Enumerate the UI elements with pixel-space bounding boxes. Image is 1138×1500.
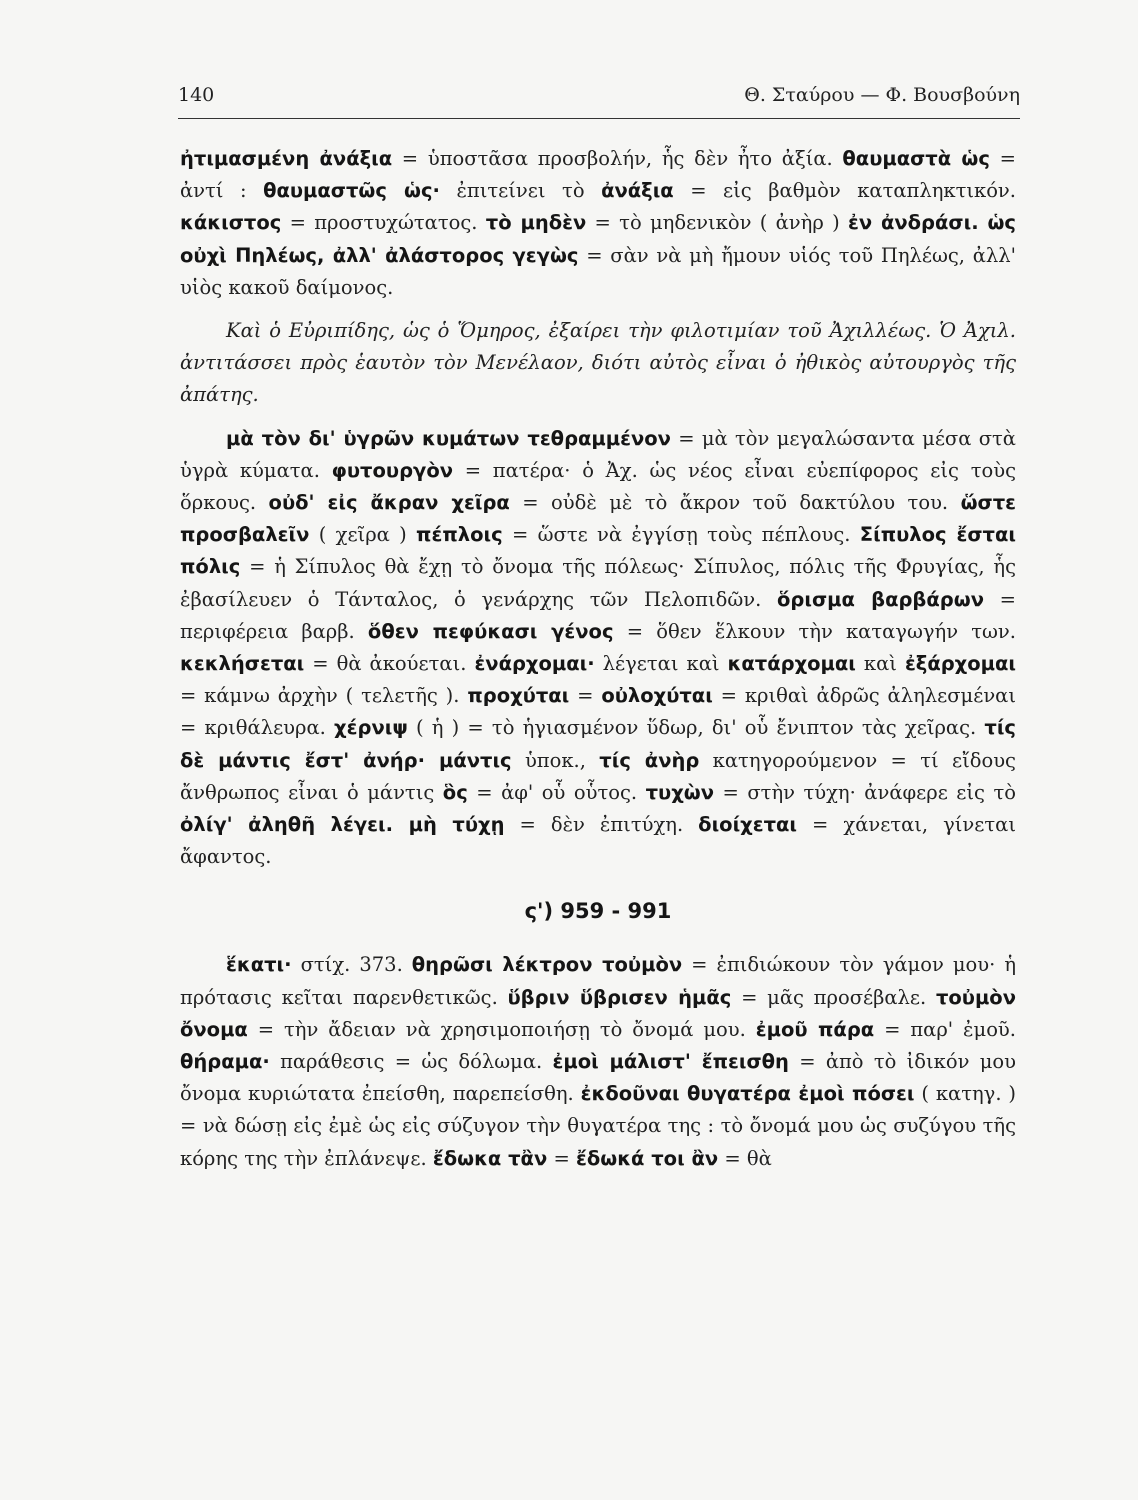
- gloss-text: Καὶ ὁ Εὐριπίδης, ὡς ὁ Ὅμηρος, ἐξαίρει τὴν φιλοτιμίαν τοῦ Ἀχιλλέως. Ὁ Ἀχιλ. ἀντιτάσσει πρὸς ἑαυτὸν τὸν Μενέλαον, διότι αὐτὸς εἶναι ὁ ἠθικὸς αὐτουργὸς τῆς ἀπάτης.: [180, 319, 1016, 407]
- commentary-block-after: [180, 949, 1016, 1174]
- lemma-term: κεκλήσεται: [180, 652, 305, 676]
- gloss-text: = δὲν ἐπιτύχη.: [504, 813, 699, 837]
- lemma-term: ἔδωκά τοι ἂν: [576, 1146, 719, 1170]
- lemma-term: τίς ἀνὴρ: [599, 748, 700, 772]
- gloss-text: ( χεῖρα ): [309, 523, 417, 547]
- lemma-term: ὃς: [442, 780, 468, 804]
- gloss-text: κατηγορούμενον = τί εἴδους ἄνθρωπος εἶναι ὁ μάντις: [180, 748, 1016, 804]
- lemma-term: θαυμαστὰ ὡς: [842, 147, 990, 170]
- gloss-text: = ὅθεν ἕλκουν τὴν καταγωγήν των.: [613, 619, 1016, 643]
- gloss-text: = ἐπιδιώκουν τὸν γάμον μου· ἡ πρότασις κεῖται παρενθετικῶς.: [180, 953, 1016, 1009]
- gloss-text: = ἡ Σίπυλος θὰ ἔχῃ τὸ ὄνομα τῆς πόλεως· Σίπυλος, πόλις τῆς Φρυγίας, ἧς ἐβασίλευεν ὁ Τάνταλος, ὁ γενάρχης τῶν Πελοπιδῶν.: [180, 555, 1016, 611]
- gloss-text: λέγεται καὶ: [594, 652, 728, 676]
- gloss-text: παράθεσις = ὡς δόλωμα.: [269, 1050, 553, 1074]
- lemma-term: ἠτιμασμένη ἀνάξια: [180, 147, 393, 170]
- lemma-term: τοὐμὸν ὄνομα: [180, 985, 1016, 1041]
- gloss-text: = εἰς βαθμὸν καταπληκτικόν.: [673, 179, 1016, 203]
- gloss-text: ( ἡ ) = τὸ ἡγιασμένον ὕδωρ, δι' οὗ ἔνιπτον τὰς χεῖρας.: [407, 716, 985, 740]
- lemma-term: προχύται: [467, 684, 570, 708]
- gloss-text: =: [547, 1146, 576, 1170]
- section-title: ς') 959 - 991: [524, 899, 672, 924]
- gloss-text: = οὐδὲ μὲ τὸ ἄκρον τοῦ δακτύλου του.: [509, 491, 961, 515]
- gloss-text: = ὑποστᾶσα προσβολήν, ἧς δὲν ἦτο ἀξία.: [392, 147, 843, 170]
- paragraph: [180, 949, 1016, 1174]
- gloss-text: = θὰ: [718, 1146, 772, 1170]
- lemma-term: θηρῶσι λέκτρον τοὐμὸν: [411, 953, 683, 977]
- gloss-text: = ὥστε νὰ ἐγγίσῃ τοὺς πέπλους.: [502, 523, 860, 547]
- gloss-text: = πατέρα· ὁ Ἀχ. ὡς νέος εἶναι εὐεπίφορος εἰς τοὺς ὅρκους.: [180, 458, 1017, 515]
- gloss-text: = προστυχώτατος.: [281, 211, 486, 235]
- lemma-term: ἐξάρχομαι: [904, 652, 1016, 676]
- lemma-term: τὸ μηδὲν: [485, 211, 587, 235]
- lemma-term: ἐνάρχομαι·: [474, 652, 595, 676]
- gloss-text: = κριθαὶ ἀδρῶς ἀληλεσμέναι = κριθάλευρα.: [180, 684, 1016, 740]
- paragraph: [180, 423, 1016, 874]
- gloss-text: = ἀφ' οὗ οὗτος.: [467, 780, 646, 804]
- paragraph: [180, 143, 1016, 304]
- lemma-term: κατάρχομαι: [727, 652, 856, 676]
- lemma-term: ἕκατι·: [226, 953, 292, 977]
- lemma-term: ἐν ἀνδράσι. ὡς οὐχὶ Πηλέως, ἀλλ' ἀλάστορος γεγὼς: [180, 211, 1016, 267]
- lemma-term: φυτουργὸν: [331, 458, 453, 482]
- lemma-term: οὐλοχύται: [601, 684, 713, 708]
- lemma-term: θήραμα·: [180, 1050, 270, 1074]
- gloss-text: ἐπιτείνει τὸ: [439, 179, 602, 203]
- gloss-text: ὑποκ.,: [511, 748, 600, 772]
- lemma-term: ἔδωκα τἂν: [432, 1146, 548, 1170]
- gloss-text: = μὰ τὸν μεγαλώσαντα μέσα στὰ ὑγρὰ κύματα.: [180, 426, 1016, 482]
- gloss-text: =: [569, 684, 602, 708]
- gloss-text: = τὸ μηδενικὸν ( ἀνὴρ ): [586, 211, 848, 235]
- lemma-term: μὰ τὸν δι' ὑγρῶν κυμάτων τεθραμμένον: [226, 426, 671, 450]
- lemma-term: πέπλοις: [416, 523, 503, 547]
- gloss-text: στίχ. 373.: [291, 953, 412, 977]
- lemma-term: χέρνιψ: [334, 716, 408, 740]
- gloss-text: = θὰ ἀκούεται.: [304, 652, 475, 676]
- page-header: [178, 84, 1020, 114]
- lemma-term: Σίπυλος ἔσται πόλις: [180, 523, 1016, 579]
- commentary-block-before: [180, 143, 1016, 873]
- gloss-text: = μᾶς προσέβαλε.: [731, 985, 936, 1009]
- gloss-text: = περιφέρεια βαρβ.: [180, 587, 1016, 643]
- page-number: 140: [178, 84, 215, 106]
- lemma-term: κάκιστος: [180, 211, 282, 235]
- gloss-text: = κάμνω ἀρχὴν ( τελετῆς ).: [180, 684, 468, 708]
- gloss-text: = σὰν νὰ μὴ ἤμουν υἱός τοῦ Πηλέως, ἀλλ' υἱὸς κακοῦ δαίμονος.: [180, 243, 1016, 299]
- lemma-term: ἐμοὶ μάλιστ' ἔπεισθη: [552, 1050, 789, 1074]
- gloss-text: = ἀντί :: [180, 147, 1016, 203]
- lemma-term: ἐκδοῦναι θυγατέρα ἐμοὶ πόσει: [580, 1082, 915, 1106]
- lemma-term: διοίχεται: [698, 813, 798, 837]
- lemma-term: θαυμαστῶς ὡς·: [263, 179, 440, 203]
- lemma-term: ἀνάξια: [601, 179, 674, 203]
- lemma-term: ἐμοῦ πάρα: [755, 1017, 875, 1041]
- running-head: Θ. Σταύρου — Φ. Βουσβούνη: [744, 84, 1020, 106]
- gloss-text: = ἀπὸ τὸ ἰδικόν μου ὄνομα κυριώτατα ἐπείσθη, παρεπείσθη.: [180, 1050, 1016, 1106]
- body-text: [180, 143, 1016, 1175]
- lemma-term: ὅρισμα βαρβάρων: [776, 587, 984, 611]
- lemma-term: ὅθεν πεφύκασι γένος: [367, 619, 614, 643]
- lemma-term: τυχὼν: [645, 780, 715, 804]
- lemma-term: ὥστε προσβαλεῖν: [180, 491, 1016, 547]
- gloss-text: = παρ' ἐμοῦ.: [874, 1017, 1016, 1041]
- gloss-text: = χάνεται, γίνεται ἄφαντος.: [180, 813, 1016, 869]
- lemma-term: ὀλίγ' ἀληθῆ λέγει. μὴ τύχῃ: [180, 813, 505, 837]
- lemma-term: τίς δὲ μάντις ἔστ' ἀνήρ· μάντις: [180, 716, 1016, 772]
- paragraph: [180, 315, 1016, 412]
- gloss-text: καὶ: [855, 652, 905, 676]
- lemma-term: οὐδ' εἰς ἄκραν χεῖρα: [268, 491, 510, 515]
- gloss-text: ( κατηγ. ) = νὰ δώσῃ εἰς ἐμὲ ὡς εἰς σύζυγον τὴν θυγατέρα της : τὸ ὄνομά μου ὡς συζύγου τῆς κόρης της τὴν ἐπλάνεψε.: [180, 1082, 1016, 1170]
- lemma-term: ὕβριν ὕβρισεν ἡμᾶς: [507, 985, 732, 1009]
- gloss-text: = στὴν τύχη· ἀνάφερε εἰς τὸ: [714, 780, 1016, 804]
- header-rule: [178, 118, 1020, 119]
- gloss-text: = τὴν ἄδειαν νὰ χρησιμοποιήσῃ τὸ ὄνομά μου.: [247, 1017, 756, 1041]
